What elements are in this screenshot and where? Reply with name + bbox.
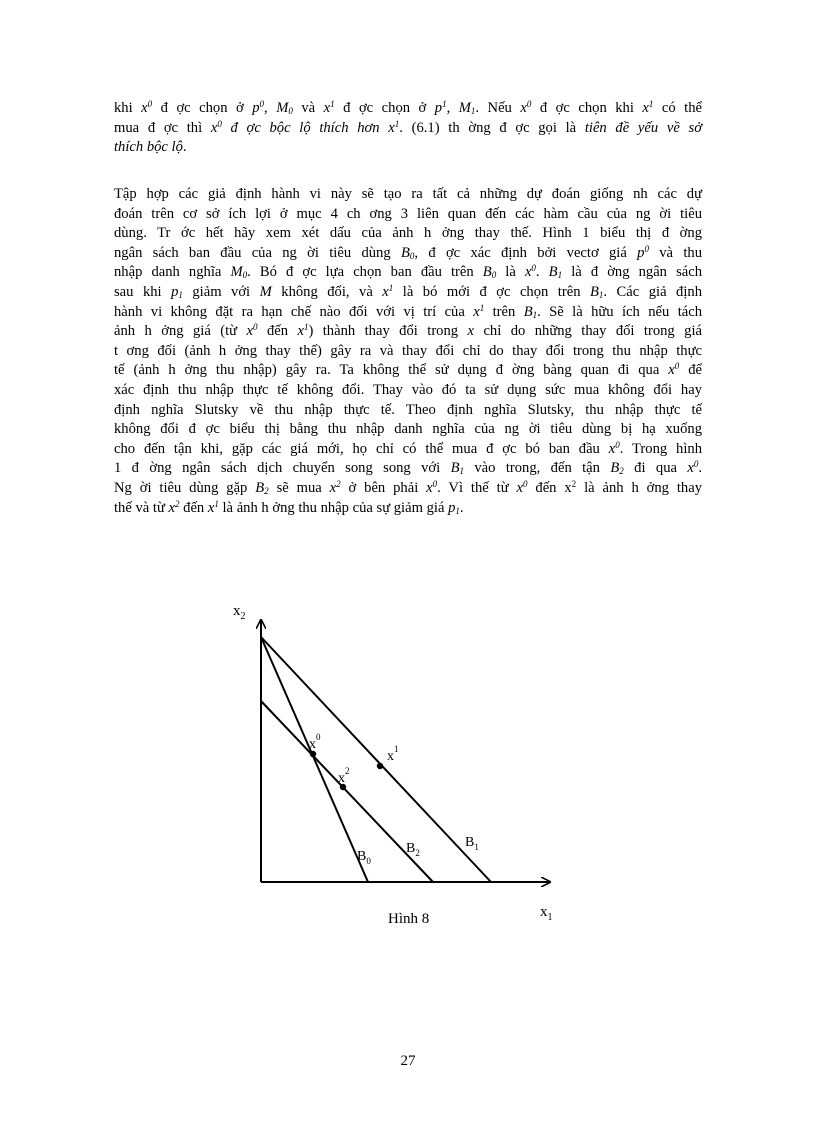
point-label-x2: $x^2$ <box>338 766 350 786</box>
budget-line-figure <box>200 590 600 930</box>
figure-caption: Hình 8 <box>388 911 430 927</box>
point-x1 <box>377 763 383 769</box>
paragraph-1-line: mua đ ợc thì $x^0$ đ ợc bộc lộ thích hơn $x^1$. (6.1) th ờng đ ợc gọi là tiên đề yếu về sở <box>114 118 702 136</box>
paragraph-2-line: không đổi đ ợc biểu thị bằng thu nhập danh nghĩa của ng ời tiêu dùng bị hạ xuống <box>114 421 702 438</box>
budget-line-b1 <box>261 637 491 882</box>
paragraph-2-line: hành vi không đặt ra hạn chế nào đối với vị trí của $x^1$ trên $B_1$. Sẽ là hữu ích nếu tách <box>114 302 702 320</box>
paragraph-1-line: khi $x^0$ đ ợc chọn ở $p^0$, $M_0$ và $x^1$ đ ợc chọn ở $p^1$, $M_1$. Nếu $x^0$ đ ợc chọn khi $x^1$ có thể <box>114 99 703 116</box>
line-label-b0: $B_0$ <box>357 849 371 866</box>
paragraph-2-line: thế và từ $x^2$ đến $x^1$ là ảnh h ởng thu nhập của sự giảm giá $p_1$. <box>114 498 464 516</box>
paragraph-2-line: 1 đ ờng ngân sách dịch chuyển song song với $B_1$ vào trong, đến tận $B_2$ đi qua $x^0$. <box>114 459 703 477</box>
paragraph-2-line: ngân sách ban đầu của ng ời tiêu dùng $B_0$, đ ợc xác định bởi vectơ giá $p^0$ và thu <box>114 243 702 261</box>
paragraph-2-line: ảnh h ởng giá (từ $x^0$ đến $x^1$) thành thay đổi trong x chỉ do những thay đổi trong giá <box>114 322 702 340</box>
paragraph-2-line: xác định thu nhập thực tế không đổi. Thay vào đó ta sử dụng sức mua không đổi hay <box>114 381 702 398</box>
line-label-b2: $B_2$ <box>406 841 420 858</box>
paragraph-2-line: dùng. Tr ớc hết hãy xem xét dấu của ảnh h ởng thay thế. Hình 1 biểu thị đ ờng <box>114 225 702 242</box>
paragraph-2-line: Tập hợp các giả định hành vi này sẽ tạo ra tất cả những dự đoán giống nh các dự <box>114 186 702 202</box>
x-axis-label: $x_1$ <box>540 904 553 923</box>
paragraph-2-line: định nghĩa Slutsky về thu nhập thực tế. Theo định nghĩa Slutsky, thu nhập thực tế <box>114 401 702 418</box>
paragraph-2-line: tế (ảnh h ởng thu nhập) gây ra. Ta không thể sử dụng đ ờng bàng quan đi qua $x^0$ để <box>114 361 702 379</box>
line-label-b1: $B_1$ <box>465 835 479 852</box>
point-label-x0: $x^0$ <box>309 732 321 752</box>
y-axis-label: $x_2$ <box>233 603 246 622</box>
paragraph-1 <box>114 99 702 158</box>
budget-line-b0 <box>261 637 368 882</box>
paragraph-2-line: sau khi $p_1$ giảm với M không đổi, và $x^1$ là bó mới đ ợc chọn trên $B_1$. Các giả định <box>114 282 702 300</box>
page-number: 27 <box>400 1053 416 1069</box>
paragraph-2-line: nhập danh nghĩa $M_0$. Bó đ ợc lựa chọn ban đầu trên $B_0$ là $x^0$. $B_1$ là đ ờng ngân sách <box>114 263 703 281</box>
point-label-x1: $x^1$ <box>387 744 399 764</box>
paragraph-2 <box>114 185 702 518</box>
paragraph-2-line: Ng ời tiêu dùng gặp $B_2$ sẽ mua $x^2$ ở bên phải $x^0$. Vì thế từ $x^0$ đến $x^2$ là ảnh h ởng thay <box>114 478 702 496</box>
paragraph-2-line: cho đến tận khi, gặp các giá mới, họ chỉ có thể mua đ ợc bó ban đầu $x^0$. Trong hình <box>114 439 702 457</box>
paragraph-1-line: thích bộc lộ. <box>114 139 187 156</box>
paragraph-2-line: t ơng đối (ảnh h ởng thay thế) gây ra và thay đổi chỉ do thay đổi trong thu nhập thực <box>114 342 702 359</box>
paragraph-2-line: đoán trên cơ sở ích lợi ở mục 4 ch ơng 3 liên quan đến các hàm cầu của ng ời tiêu <box>114 205 702 222</box>
